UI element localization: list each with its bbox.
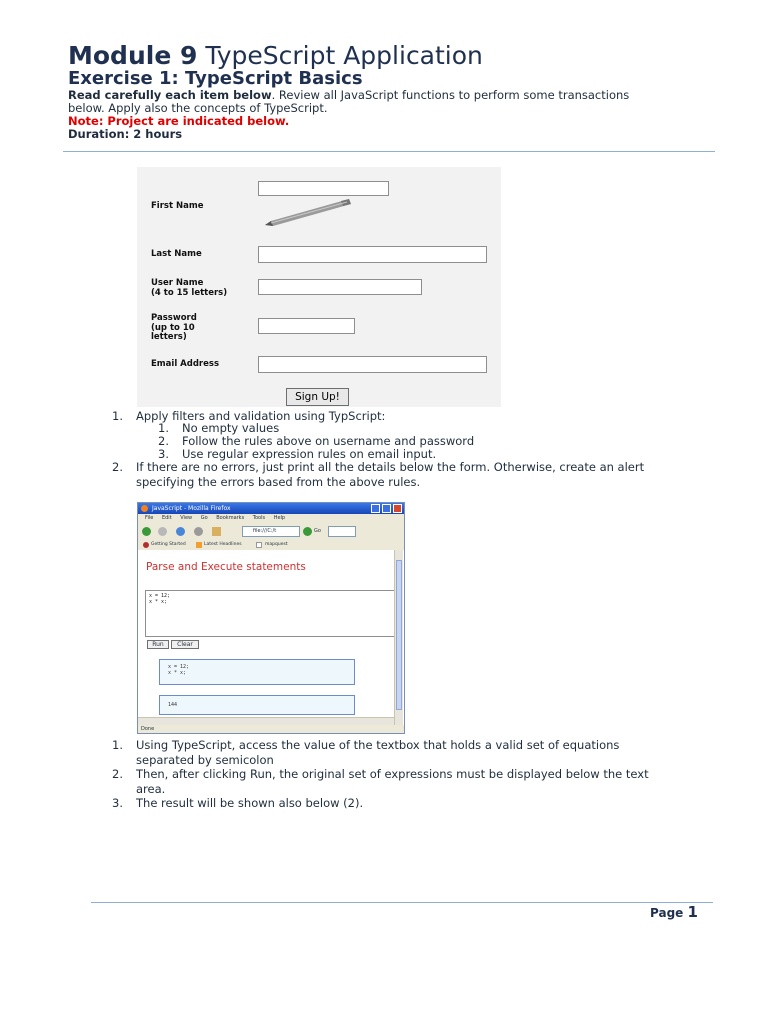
module-name: TypeScript Application <box>205 41 483 70</box>
list2-item-1: 1. Using TypeScript, access the value of the textbox that holds a valid set of equations separated by semicolon <box>112 738 620 767</box>
menu-view[interactable]: View <box>180 515 193 521</box>
back-icon[interactable] <box>142 527 151 536</box>
header-divider <box>63 151 715 152</box>
intro-rest: . Review all JavaScript functions to perform some transactions <box>271 88 630 102</box>
menu-edit[interactable]: Edit <box>161 515 172 521</box>
go-icon[interactable] <box>303 527 312 536</box>
expressions-output: x = 12; x * x; <box>159 659 355 685</box>
address-bar[interactable]: file:///C:/t <box>242 526 300 537</box>
search-box[interactable] <box>328 526 356 537</box>
label-last-name: Last Name <box>151 249 202 259</box>
page-number <box>650 903 698 921</box>
bookmark-getting-started[interactable]: Getting Started <box>151 542 186 547</box>
email-input[interactable] <box>258 356 487 373</box>
sign-up-button[interactable]: Sign Up! <box>286 388 349 406</box>
equations-textarea[interactable]: x = 12; x * x; <box>145 590 395 637</box>
browser-statusbar: Done <box>138 725 404 734</box>
last-name-input[interactable] <box>258 246 487 263</box>
intro-bold: Read carefully each item below <box>68 88 272 102</box>
page-icon <box>256 542 262 548</box>
pencil-icon <box>261 195 355 231</box>
list2-item-2: 2. Then, after clicking Run, the original set of expressions must be displayed below the text area. <box>112 767 649 796</box>
horizontal-scrollbar[interactable] <box>138 717 394 725</box>
page-number-value: 1 <box>687 903 698 921</box>
menu-tools[interactable]: Tools <box>252 515 266 521</box>
label-email: Email Address <box>151 359 220 369</box>
browser-window-title: JavaScript - Mozilla Firefox <box>152 505 231 512</box>
list1-subitem-2: 2. Follow the rules above on username and password <box>158 434 475 448</box>
label-password: Password (up to 10 letters) <box>151 313 197 342</box>
stop-icon[interactable] <box>194 527 203 536</box>
label-first-name: First Name <box>151 201 204 211</box>
run-button[interactable]: Run <box>147 640 169 649</box>
browser-content <box>138 550 404 725</box>
vertical-scrollbar[interactable] <box>394 550 403 725</box>
clear-button[interactable]: Clear <box>171 640 199 649</box>
scrollbar-thumb[interactable] <box>396 560 402 710</box>
browser-screenshot-figure <box>137 502 405 734</box>
user-name-input[interactable] <box>258 279 422 295</box>
reload-icon[interactable] <box>176 527 185 536</box>
browser-menubar <box>138 514 404 523</box>
result-output: 144 <box>159 695 355 715</box>
note-text: Note: Project are indicated below. <box>68 114 290 128</box>
list1-item-2: 2. If there are no errors, just print all the details below the form. Otherwise, create an alert specifying the errors based from the above rules. <box>112 460 645 489</box>
firefox-icon <box>141 505 148 512</box>
password-input[interactable] <box>258 318 355 334</box>
maximize-icon[interactable] <box>382 504 391 513</box>
browser-navbar <box>138 523 404 541</box>
exercise-title: Exercise 1: TypeScript Basics <box>68 68 363 89</box>
go-label[interactable]: Go <box>314 528 321 534</box>
browser-titlebar <box>138 503 404 514</box>
menu-bookmarks[interactable]: Bookmarks <box>216 515 245 521</box>
first-name-input[interactable] <box>258 181 389 196</box>
forward-icon[interactable] <box>158 527 167 536</box>
bookmark-latest-headlines[interactable]: Latest Headlines <box>204 542 242 547</box>
footer-divider <box>91 902 713 903</box>
list1-item-1: 1. Apply filters and validation using TypScript: <box>112 409 386 423</box>
page-label: Page <box>650 906 684 920</box>
rss-icon <box>196 542 202 548</box>
list2-item-3: 3. The result will be shown also below (2). <box>112 796 364 810</box>
menu-file[interactable]: File <box>145 515 154 521</box>
minimize-icon[interactable] <box>371 504 380 513</box>
list1-subitem-3: 3. Use regular expression rules on email input. <box>158 447 437 461</box>
list1-subitem-1: 1. No empty values <box>158 421 280 435</box>
module-number: Module 9 <box>68 41 198 70</box>
menu-help[interactable]: Help <box>273 515 286 521</box>
page-heading: Parse and Execute statements <box>146 561 306 573</box>
signup-form-figure <box>137 167 501 407</box>
bookmark-mapquest[interactable]: mapquest <box>265 542 288 547</box>
bookmark-icon <box>143 542 149 548</box>
label-user-name: User Name (4 to 15 letters) <box>151 278 228 298</box>
home-icon[interactable] <box>212 527 221 536</box>
duration-text: Duration: 2 hours <box>68 127 183 141</box>
intro-line-2: below. Apply also the concepts of TypeScript. <box>68 101 328 115</box>
close-icon[interactable] <box>393 504 402 513</box>
menu-go[interactable]: Go <box>200 515 208 521</box>
